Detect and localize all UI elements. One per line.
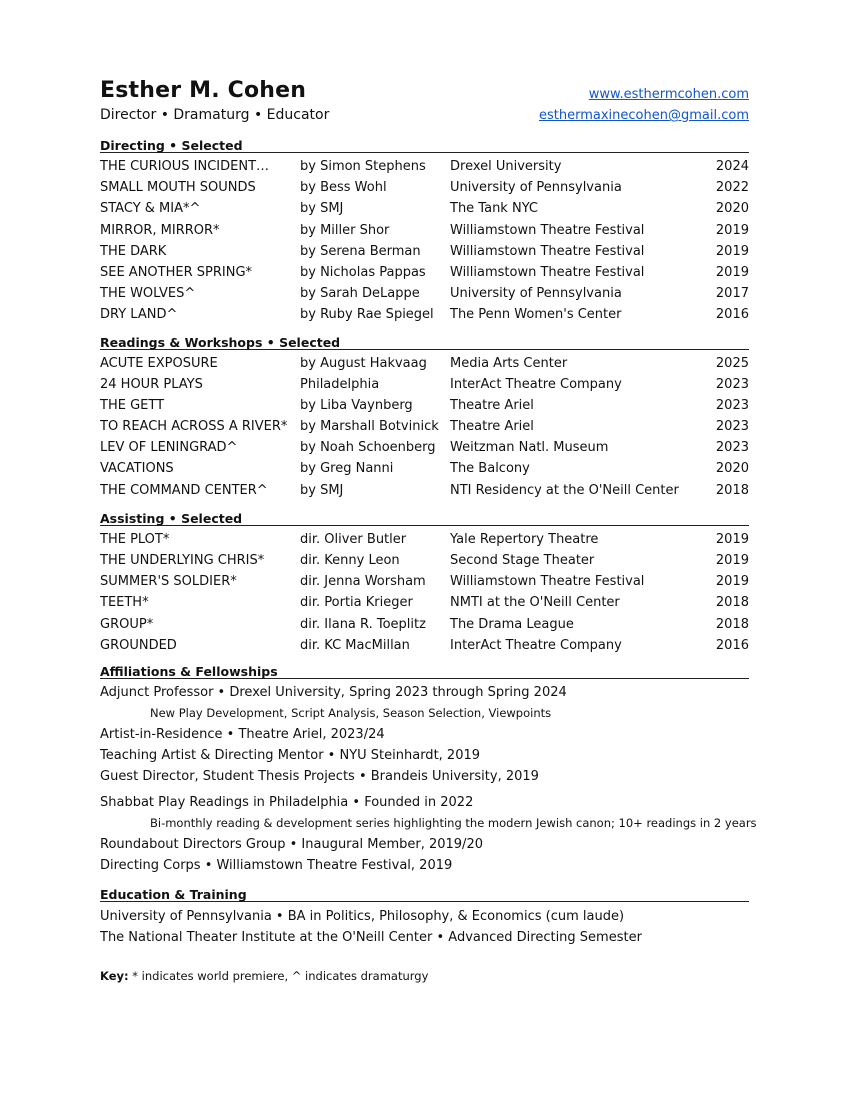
production-title: DRY LAND^ [100, 307, 178, 323]
venue: Williamstown Theatre Festival [450, 264, 645, 280]
section-heading-readings: Readings & Workshops • Selected [100, 333, 749, 350]
production-title: LEV OF LENINGRAD^ [100, 440, 238, 456]
year: 2017 [715, 286, 749, 302]
production-title: TEETH* [100, 595, 149, 611]
playwright: by Nicholas Pappas [300, 264, 426, 280]
list-item: Roundabout Directors Group • Inaugural Member, 2019/20 [100, 836, 483, 852]
table-row [100, 374, 749, 395]
list-item: Directing Corps • Williamstown Theatre Festival, 2019 [100, 857, 453, 873]
year: 2019 [715, 574, 749, 590]
venue: The Penn Women's Center [450, 307, 622, 323]
table-row [100, 416, 749, 437]
director: dir. KC MacMillan [300, 637, 410, 653]
year: 2020 [715, 201, 749, 217]
production-title: THE UNDERLYING CHRIS* [100, 553, 265, 568]
playwright: by Serena Berman [300, 243, 421, 259]
playwright: Philadelphia [300, 376, 380, 392]
playwright: by Bess Wohl [300, 180, 387, 196]
venue: Yale Repertory Theatre [450, 531, 599, 547]
table-row [100, 177, 749, 198]
year: 2023 [715, 376, 749, 392]
table-row [100, 635, 749, 656]
venue: Williamstown Theatre Festival [450, 574, 645, 590]
website-link[interactable]: www.esthermcohen.com [588, 87, 749, 102]
venue: University of Pennsylvania [450, 180, 622, 196]
venue: The Balcony [450, 461, 530, 477]
year: 2019 [715, 264, 749, 280]
key-label: Key: [100, 968, 129, 983]
director: dir. Jenna Worsham [300, 574, 426, 590]
venue: NTI Residency at the O'Neill Center [450, 482, 679, 498]
venue: Theatre Ariel [450, 397, 534, 413]
table-row [100, 262, 749, 283]
person-tagline: Director • Dramaturg • Educator [100, 107, 330, 123]
year: 2022 [715, 180, 749, 196]
section-heading-directing: Directing • Selected [100, 136, 749, 153]
list-item-detail: New Play Development, Script Analysis, Season Selection, Viewpoints [150, 705, 552, 720]
table-row [100, 395, 749, 416]
directing-list [100, 156, 749, 326]
production-title: THE DARK [100, 243, 167, 259]
list-item: Adjunct Professor • Drexel University, Spring 2023 through Spring 2024 [100, 684, 567, 700]
venue: InterAct Theatre Company [450, 637, 622, 653]
table-row [100, 353, 749, 374]
year: 2018 [715, 616, 749, 632]
assisting-list [100, 529, 749, 656]
production-title: THE COMMAND CENTER^ [100, 482, 268, 498]
key-text: * indicates world premiere, ^ indicates dramaturgy [128, 968, 429, 983]
year: 2023 [715, 419, 749, 435]
playwright: by SMJ [300, 201, 344, 217]
table-row [100, 614, 749, 635]
table-row [100, 241, 749, 262]
playwright: by Sarah DeLappe [300, 286, 420, 302]
email-link[interactable]: esthermaxinecohen@gmail.com [539, 108, 749, 123]
year: 2024 [715, 159, 749, 174]
year: 2019 [715, 531, 749, 547]
venue: The Drama League [450, 616, 574, 632]
year: 2023 [715, 440, 749, 456]
list-item: Guest Director, Student Thesis Projects • Brandeis University, 2019 [100, 768, 539, 784]
year: 2020 [715, 461, 749, 477]
production-title: THE PLOT* [100, 531, 170, 547]
venue: University of Pennsylvania [450, 286, 622, 302]
director: dir. Kenny Leon [300, 553, 400, 568]
person-name: Esther M. Cohen [100, 78, 307, 103]
venue: Williamstown Theatre Festival [450, 243, 645, 259]
table-row [100, 220, 749, 241]
section-heading-affiliations: Affiliations & Fellowships [100, 662, 749, 679]
year: 2019 [715, 553, 749, 568]
table-row [100, 571, 749, 592]
production-title: ACUTE EXPOSURE [100, 355, 218, 371]
list-item: The National Theater Institute at the O'Neill Center • Advanced Directing Semester [100, 929, 642, 945]
year: 2016 [715, 637, 749, 653]
table-row [100, 550, 749, 571]
list-item: Teaching Artist & Directing Mentor • NYU Steinhardt, 2019 [100, 747, 481, 763]
playwright: by Marshall Botvinick [300, 419, 439, 435]
year: 2019 [715, 243, 749, 259]
venue: Weitzman Natl. Museum [450, 440, 609, 456]
resume-header [100, 78, 749, 128]
production-title: THE CURIOUS INCIDENT… [100, 159, 270, 174]
playwright: by SMJ [300, 482, 344, 498]
playwright: by August Hakvaag [300, 355, 427, 371]
production-title: SEE ANOTHER SPRING* [100, 264, 253, 280]
year: 2025 [715, 355, 749, 371]
production-title: SMALL MOUTH SOUNDS [100, 180, 256, 196]
playwright: by Greg Nanni [300, 461, 394, 477]
venue: NMTI at the O'Neill Center [450, 595, 620, 611]
production-title: SUMMER'S SOLDIER* [100, 574, 237, 590]
production-title: GROUP* [100, 616, 154, 632]
playwright: by Miller Shor [300, 222, 390, 238]
production-title: VACATIONS [100, 461, 174, 477]
venue: Media Arts Center [450, 355, 568, 371]
director: dir. Ilana R. Toeplitz [300, 616, 426, 632]
director: dir. Portia Krieger [300, 595, 413, 611]
venue: Theatre Ariel [450, 419, 534, 435]
playwright: by Simon Stephens [300, 159, 426, 174]
production-title: STACY & MIA*^ [100, 201, 201, 217]
venue: Second Stage Theater [450, 553, 595, 568]
playwright: by Ruby Rae Spiegel [300, 307, 434, 323]
production-title: THE WOLVES^ [100, 286, 196, 302]
playwright: by Liba Vaynberg [300, 397, 413, 413]
table-row [100, 458, 749, 479]
venue: Drexel University [450, 159, 562, 174]
playwright: by Noah Schoenberg [300, 440, 436, 456]
table-row [100, 529, 749, 550]
production-title: GROUNDED [100, 637, 177, 653]
education-list [100, 906, 749, 948]
production-title: THE GETT [100, 397, 165, 413]
venue: InterAct Theatre Company [450, 376, 622, 392]
venue: The Tank NYC [450, 201, 538, 217]
resume-page [100, 78, 757, 983]
affiliations-list [100, 682, 757, 876]
production-title: TO REACH ACROSS A RIVER* [100, 419, 288, 435]
table-row [100, 156, 749, 177]
section-heading-education: Education & Training [100, 885, 749, 902]
table-row [100, 592, 749, 613]
production-title: 24 HOUR PLAYS [100, 376, 203, 392]
table-row [100, 437, 749, 458]
table-row [100, 304, 749, 325]
year: 2019 [715, 222, 749, 238]
year: 2016 [715, 307, 749, 323]
list-item: Shabbat Play Readings in Philadelphia • Founded in 2022 [100, 794, 474, 810]
table-row [100, 283, 749, 304]
table-row [100, 198, 749, 219]
venue: Williamstown Theatre Festival [450, 222, 645, 238]
director: dir. Oliver Butler [300, 531, 407, 547]
list-item: University of Pennsylvania • BA in Politics, Philosophy, & Economics (cum laude) [100, 908, 625, 924]
year: 2018 [715, 595, 749, 611]
year: 2023 [715, 397, 749, 413]
readings-list [100, 353, 749, 501]
list-item: Artist-in-Residence • Theatre Ariel, 2023/24 [100, 726, 385, 742]
legend-key [100, 969, 749, 983]
list-item-detail: Bi-monthly reading & development series highlighting the modern Jewish canon; 10+ readings in 2 years [150, 815, 757, 830]
table-row [100, 480, 749, 501]
year: 2018 [715, 482, 749, 498]
production-title: MIRROR, MIRROR* [100, 222, 220, 238]
section-heading-assisting: Assisting • Selected [100, 509, 749, 526]
